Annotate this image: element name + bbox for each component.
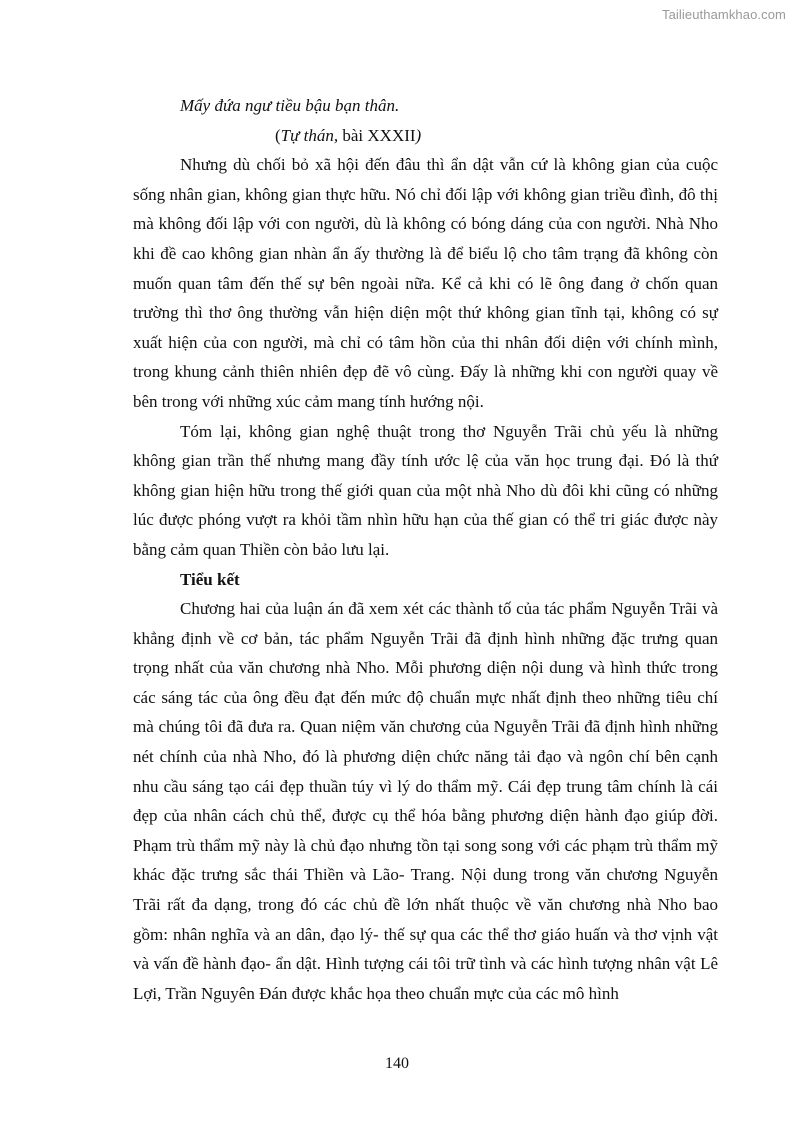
paragraph-1: Nhưng dù chối bỏ xã hội đến đâu thì ẩn dật vẫn cứ là không gian của cuộc sống nhân gian, không gian thực hữu. Nó chỉ đối lập với không gian triều đình, đô thị mà không đối lập với con người, dù là không có bóng dáng của con người. Nhà Nho khi đề cao không gian nhàn ẩn ấy thường là để biểu lộ cho tâm trạng đã không còn muốn quan tâm đến thế sự bên ngoài nữa. Kể cả khi có lẽ ông đang ở chốn quan trường thì thơ ông thường vẫn hiện diện một thứ không gian tĩnh tại, không có sự xuất hiện của con người, mà chỉ có tâm hồn của thi nhân đối diện với chính mình, trong khung cảnh thiên nhiên đẹp đẽ vô cùng. Đấy là những khi con người quay về bên trong với những xúc cảm mang tính hướng nội. <box>133 155 718 411</box>
section-heading: Tiểu kết <box>180 569 240 589</box>
page-number: 140 <box>385 1055 409 1072</box>
citation-rest: bài XXXII <box>338 125 416 145</box>
paragraph-2: Tóm lại, không gian nghệ thuật trong thơ Nguyễn Trãi chủ yếu là những không gian trần thế nhưng mang đầy tính ước lệ của văn học trung đại. Đó là thứ không gian hiện hữu trong thế giới quan của một nhà Nho dù đôi khi cũng có những lúc được phóng vượt ra khỏi tầm nhìn hữu hạn của thế gian có thể tri giác được này bằng cảm quan Thiền còn bảo lưu lại. <box>133 421 718 559</box>
citation-title: Tự thán, <box>280 125 339 145</box>
poem-line: Mấy đứa ngư tiều bậu bạn thân. <box>180 96 400 115</box>
citation-open: ( <box>275 125 281 145</box>
summary-paragraph: Chương hai của luận án đã xem xét các thành tố của tác phẩm Nguyễn Trãi và khẳng định về cơ bản, tác phẩm Nguyễn Trãi đã định hình những đặc trưng quan trọng nhất của văn chương nhà Nho. Mỗi phương diện nội dung và hình thức trong các sáng tác của ông đều đạt đến mức độ chuẩn mực nhất định theo những tiêu chí mà chúng tôi đã đưa ra. Quan niệm văn chương của Nguyễn Trãi đã định hình những nét chính của nhà Nho, đó là phương diện chức năng tải đạo và ngôn chí bên cạnh nhu cầu sáng tạo cái đẹp thuần túy vì lý do thẩm mỹ. Cái đẹp trung tâm chính là cái đẹp của nhân cách chủ thể, được cụ thể hóa bằng phương diện hành đạo giúp đời. Phạm trù thẩm mỹ này là chủ đạo nhưng tồn tại song song với các phạm trù thẩm mỹ khác đặc trưng sắc thái Thiền và Lão- Trang. Nội dung trong văn chương Nguyễn Trãi rất đa dạng, trong đó các chủ đề lớn nhất thuộc về văn chương nhà Nho bao gồm: nhân nghĩa và an dân, đạo lý- thế sự qua các thể thơ giáo huấn và thơ vịnh vật và vấn đề hành đạo- ẩn dật. Hình tượng cái tôi trữ tình và các hình tượng nhân vật Lê Lợi, Trần Nguyên Đán được khắc họa theo chuẩn mực của các mô hình <box>133 599 718 1003</box>
page-body <box>133 91 718 1008</box>
citation-close: ) <box>415 125 422 145</box>
watermark: Tailieuthamkhao.com <box>661 7 786 22</box>
poem-citation <box>133 121 718 151</box>
